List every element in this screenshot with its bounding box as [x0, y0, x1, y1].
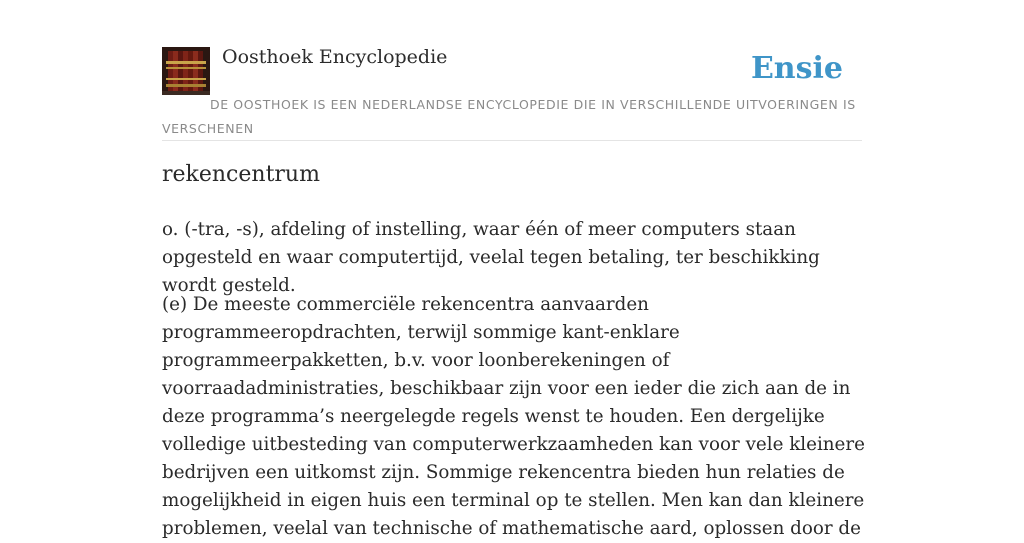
site-header [162, 0, 862, 141]
page-container [162, 0, 865, 539]
entry-body: (e) De meeste commerciële rekencentra aanvaarden programmeeropdrachten, terwijl sommige kant-enklare programmeerpakketten, b.v. voor loonberekeningen of voorraadadministraties, beschikbaar zijn voor een ieder die zich aan de in deze programma’s neergelegde regels wenst te houden. Een dergelijke volledige uitbesteding van computerwerkzaamheden kan voor vele kleinere bedrijven een uitkomst zijn. Sommige rekencentra bieden hun relaties de mogelijkheid in eigen huis een terminal op te stellen. Men kan dan kleinere problemen, veelal van technische of mathematische aard, oplossen door de [162, 294, 865, 539]
encyclopedia-books-icon[interactable] [162, 47, 210, 95]
tagline-text: DE OOSTHOEK IS EEN NEDERLANDSE ENCYCLOPEDIE DIE IN VERSCHILLENDE UITVOERINGEN IS VERSCHENEN [162, 97, 856, 136]
site-tagline [162, 93, 862, 141]
brand-logo[interactable]: Ensie [750, 51, 843, 86]
site-name[interactable]: Oosthoek Encyclopedie [222, 46, 448, 68]
entry-definition: o. (-tra, -s), afdeling of instelling, waar één of meer computers staan opgesteld en waar computertijd, veelal tegen betaling, ter beschikking wordt gesteld. [162, 219, 820, 296]
entry-title: rekencentrum [162, 162, 320, 187]
